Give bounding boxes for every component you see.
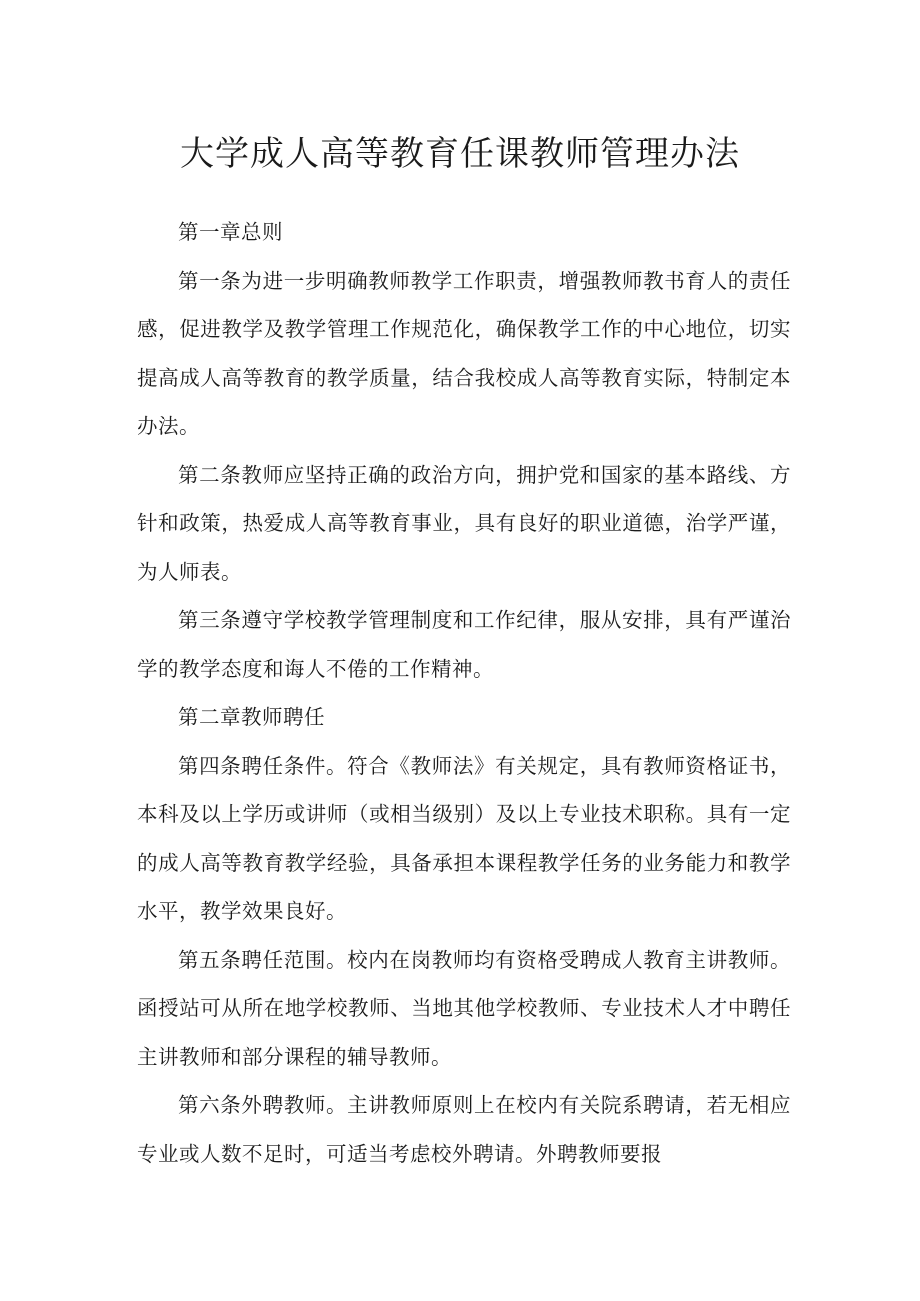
article-4-paragraph: 第四条聘任条件。符合《教师法》有关规定，具有教师资格证书，本科及以上学历或讲师（或相当级别）及以上专业技术职称。具有一定的成人高等教育教学经验，具备承担本课程教学任务的业务能力和教学水平，教学效果良好。 xyxy=(137,753,791,923)
article-6-paragraph: 第六条外聘教师。主讲教师原则上在校内有关院系聘请，若无相应专业或人数不足时，可适当考虑校外聘请。外聘教师要报 xyxy=(137,1093,791,1166)
chapter-heading-general: 第一章总则 xyxy=(178,220,283,244)
article-2-paragraph: 第二条教师应坚持正确的政治方向，拥护党和国家的基本路线、方针和政策，热爱成人高等教育事业，具有良好的职业道德，治学严谨，为人师表。 xyxy=(137,462,791,584)
document-body xyxy=(137,208,791,1178)
article-3-paragraph: 第三条遵守学校教学管理制度和工作纪律，服从安排，具有严谨治学的教学态度和诲人不倦的工作精神。 xyxy=(137,608,791,681)
chapter-heading-appointment: 第二章教师聘任 xyxy=(178,705,325,729)
document-title: 大学成人高等教育任课教师管理办法 xyxy=(180,134,740,174)
article-1-paragraph: 第一条为进一步明确教师教学工作职责，增强教师教书育人的责任感，促进教学及教学管理工作规范化，确保教学工作的中心地位，切实提高成人高等教育的教学质量，结合我校成人高等教育实际，特制定本办法。 xyxy=(137,268,791,438)
article-5-paragraph: 第五条聘任范围。校内在岗教师均有资格受聘成人教育主讲教师。函授站可从所在地学校教师、当地其他学校教师、专业技术人才中聘任主讲教师和部分课程的辅导教师。 xyxy=(137,947,791,1069)
